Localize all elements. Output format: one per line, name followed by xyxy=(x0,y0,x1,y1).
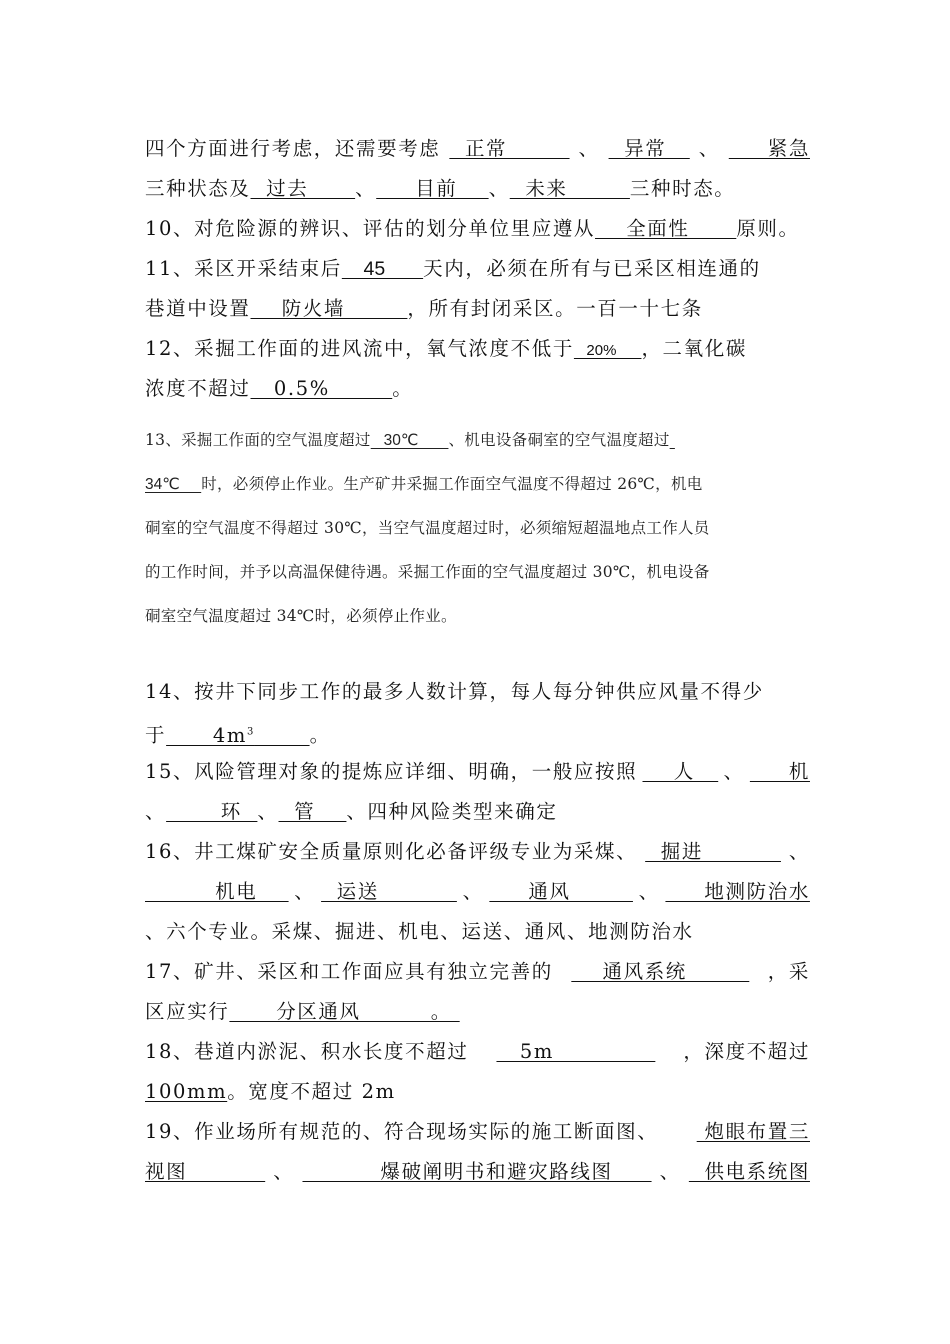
line-text: 、 xyxy=(488,177,510,200)
question-13 xyxy=(145,427,810,454)
line-text: 原则。 xyxy=(736,217,800,240)
line-text: 、六个专业。采煤、掘进、机电、运送、通风、地测防治水 xyxy=(145,920,694,943)
line-text: 13、采掘工作面的空气温度超过 xyxy=(145,431,371,449)
question-14 xyxy=(145,679,810,705)
line-text: 17、矿井、采区和工作面应具有独立完善的 xyxy=(145,960,553,983)
line-text: 、 xyxy=(638,880,660,903)
answer-blank: 正常 xyxy=(449,137,570,160)
answer-blank: 目前 xyxy=(376,177,489,200)
line-text: 、 xyxy=(273,1160,295,1183)
line-text: ，二氧化碳 xyxy=(641,337,747,360)
answer-blank: 爆破阐明书和避灾路线图 xyxy=(302,1160,652,1183)
line-text: 、四种风险类型来确定 xyxy=(346,800,558,823)
line-text: 10、对危险源的辨识、评估的划分单位里应遵从 xyxy=(145,217,596,240)
superscript: 3 xyxy=(247,726,255,737)
line-text: 。 xyxy=(392,377,414,400)
line-text: 、 xyxy=(355,177,377,200)
answer-blank: 未来 xyxy=(509,177,630,200)
line-text: 。宽度不超过 2m xyxy=(227,1080,396,1103)
line-text: 18、巷道内淤泥、积水长度不超过 xyxy=(145,1040,469,1063)
answer-blank: 0.5% xyxy=(250,377,393,400)
answer-blank: 34℃ xyxy=(145,476,202,493)
line-text: 19、作业场所有规范的、符合现场实际的施工断面图、 xyxy=(145,1120,659,1143)
answer-blank xyxy=(255,724,310,747)
question-15-cont xyxy=(145,799,810,825)
answer-blank: 环 xyxy=(166,800,258,823)
answer-blank: 4m xyxy=(166,723,247,747)
answer-blank: 人 xyxy=(642,760,719,783)
text-line-2 xyxy=(145,176,810,202)
answer-blank: 通风 xyxy=(489,880,633,903)
answer-blank: 管 xyxy=(278,800,347,823)
line-text: 、 xyxy=(294,880,316,903)
answer-blank: 100mm xyxy=(145,1080,228,1103)
line-text: 。 xyxy=(309,723,331,747)
line-text: ，深度不超过 xyxy=(683,1040,810,1063)
text-line-1 xyxy=(145,136,810,162)
answer-blank: 炮眼布置三 xyxy=(696,1120,810,1143)
answer-blank: 紧急 xyxy=(728,137,810,160)
answer-blank: 供电系统图 xyxy=(688,1160,810,1183)
line-text: 天内，必须在所有与已采区相连通的 xyxy=(423,257,761,280)
line-text: 的工作时间，并予以高温保健待遇。采掘工作面的空气温度超过 30℃，机电设备 xyxy=(145,563,710,581)
question-13-cont xyxy=(145,471,810,498)
line-text: 、 xyxy=(788,840,810,863)
line-text: 11、采区开采结束后 xyxy=(145,257,342,280)
answer-blank: 机 xyxy=(749,760,810,783)
answer-blank: 异常 xyxy=(608,137,690,160)
answer-blank: 运送 xyxy=(321,880,457,903)
line-text: 四个方面进行考虑，还需要考虑 xyxy=(145,137,441,160)
line-text: 、 xyxy=(462,880,484,903)
question-13-note-2 xyxy=(145,559,810,585)
line-text: 、 xyxy=(145,800,167,823)
line-text: 、 xyxy=(723,760,745,783)
line-text: 三种时态。 xyxy=(629,177,736,200)
question-10 xyxy=(145,216,810,242)
question-17 xyxy=(145,959,810,985)
question-13-note-3 xyxy=(145,603,810,629)
answer-blank: 5m xyxy=(496,1040,656,1063)
question-15 xyxy=(145,759,810,785)
line-text: 硐室的空气温度不得超过 30℃，当空气温度超过时，必须缩短超温地点工作人员 xyxy=(145,519,710,537)
question-17-cont xyxy=(145,999,810,1025)
question-13-note-1 xyxy=(145,515,810,541)
line-text: 、机电设备硐室的空气温度超过 xyxy=(448,431,670,449)
line-text: 三种状态及 xyxy=(145,177,251,200)
line-text: 16、井工煤矿安全质量原则化必备评级专业为采煤、 xyxy=(145,840,638,863)
answer-blank: 45 xyxy=(341,258,424,280)
question-16-cont xyxy=(145,879,810,905)
line-text: 时，必须停止作业。生产矿井采掘工作面空气温度不得超过 26℃，机电 xyxy=(201,475,703,493)
line-text: 硐室空气温度超过 34℃时，必须停止作业。 xyxy=(145,607,457,625)
answer-blank: 机电 xyxy=(145,880,289,903)
answer-blank: 30℃ xyxy=(370,432,449,449)
answer-blank: 全面性 xyxy=(595,217,737,240)
question-11 xyxy=(145,256,810,282)
answer-blank: 通风系统 xyxy=(571,960,750,983)
answer-blank: 视图 xyxy=(145,1160,266,1183)
answer-blank: 防火墙 xyxy=(250,297,408,320)
question-19-cont xyxy=(145,1159,810,1185)
answer-blank: 20% xyxy=(573,342,642,359)
question-18 xyxy=(145,1039,810,1065)
line-text: 、 xyxy=(659,1160,681,1183)
question-11-cont xyxy=(145,296,810,322)
answer-blank: 过去 xyxy=(250,177,356,200)
question-19 xyxy=(145,1119,810,1145)
answer-blank: 地测防治水 xyxy=(665,880,810,903)
line-text: 巷道中设置 xyxy=(145,297,251,320)
question-12-cont xyxy=(145,376,810,402)
line-text: 14、按井下同步工作的最多人数计算，每人每分钟供应风量不得少 xyxy=(145,680,764,703)
line-text: 12、采掘工作面的进风流中，氧气浓度不低于 xyxy=(145,337,574,360)
question-16 xyxy=(145,839,810,865)
answer-blank: 分区通风 。 xyxy=(229,1000,460,1023)
question-16-note xyxy=(145,919,810,945)
question-18-cont xyxy=(145,1079,810,1105)
line-text: 浓度不超过 xyxy=(145,377,251,400)
line-text: 15、风险管理对象的提炼应详细、明确，一般应按照 xyxy=(145,760,638,783)
line-text: 于 xyxy=(145,723,167,747)
line-text: ，所有封闭采区。一百一十七条 xyxy=(407,297,703,320)
line-text: 区应实行 xyxy=(145,1000,230,1023)
line-text: 、 xyxy=(257,800,279,823)
line-text: ，采 xyxy=(767,960,810,983)
answer-blank: 掘进 xyxy=(645,840,781,863)
line-text: 、 xyxy=(698,137,720,160)
question-12 xyxy=(145,336,810,364)
line-text: 、 xyxy=(578,137,600,160)
answer-blank xyxy=(670,431,675,449)
question-14-cont xyxy=(145,719,810,749)
